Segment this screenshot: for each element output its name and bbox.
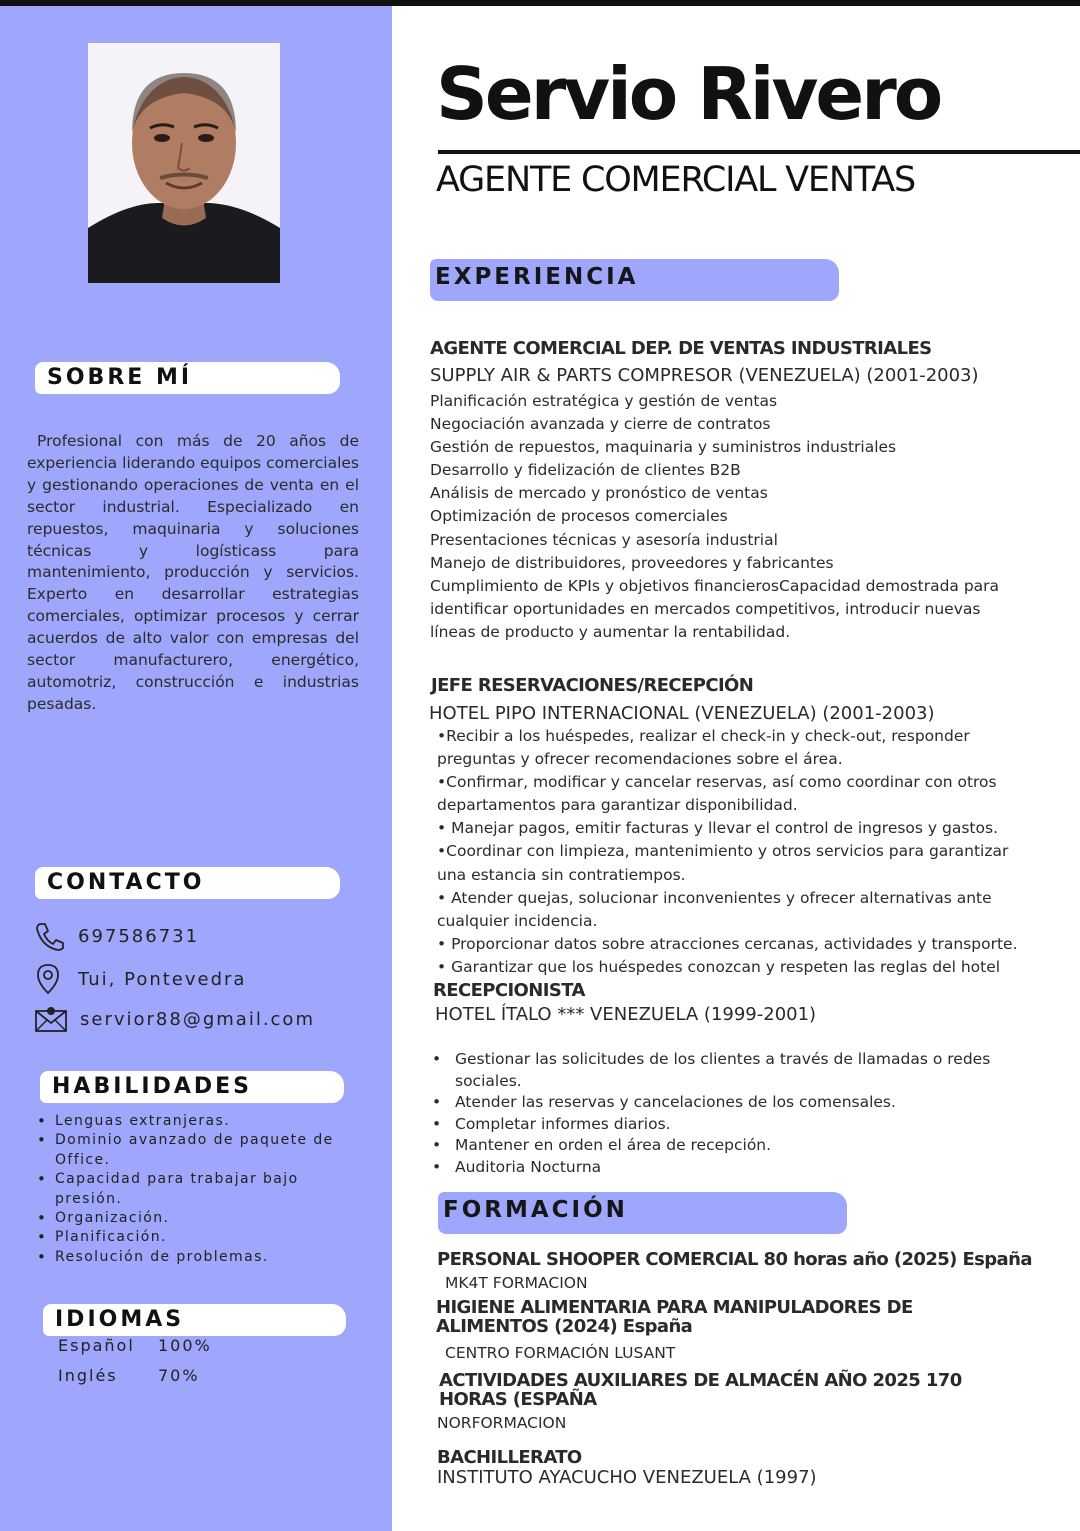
email-icon	[34, 1005, 68, 1033]
education-heading: FORMACIÓN	[438, 1192, 847, 1234]
duty-line: •Confirmar, modificar y cancelar reservas, así como coordinar con otros	[437, 773, 997, 792]
duty-line: identificar oportunidades en mercados competitivos, introducir nuevas	[430, 599, 981, 618]
education-institution: MK4T FORMACION	[445, 1274, 588, 1292]
duty-item: • Completar informes diarios.	[431, 1114, 1031, 1136]
duty-line: • Garantizar que los huéspedes conozcan y respeten las reglas del hotel	[437, 957, 1001, 976]
duty-item: • Auditoria Nocturna	[431, 1157, 1031, 1179]
education-title: ACTIVIDADES AUXILIARES DE ALMACÉN AÑO 2025 170 HORAS (ESPAÑA	[439, 1370, 962, 1410]
duty-line: •Coordinar con limpieza, mantenimiento y otros servicios para garantizar	[437, 842, 1009, 861]
language-name: Inglés	[58, 1366, 118, 1385]
education-institution: INSTITUTO AYACUCHO VENEZUELA (1997)	[437, 1467, 817, 1488]
location-text: Tui, Pontevedra	[78, 968, 247, 990]
duty-line: Planificación estratégica y gestión de ventas	[430, 392, 778, 410]
duty-line: • Proporcionar datos sobre atracciones cercanas, actividades y transporte.	[437, 934, 1018, 953]
skill-item: • Resolución de problemas.	[37, 1248, 367, 1267]
experience-heading: EXPERIENCIA	[430, 259, 839, 301]
about-heading: SOBRE MÍ	[35, 362, 340, 394]
job-duties	[430, 390, 999, 644]
education-institution: NORFORMACION	[437, 1414, 567, 1432]
education-institution: CENTRO FORMACIÓN LUSANT	[445, 1344, 676, 1362]
email-address: servior88@gmail.com	[80, 1008, 315, 1030]
job-company: SUPPLY AIR & PARTS COMPRESOR (VENEZUELA) (2001-2003)	[430, 365, 979, 386]
job-company: HOTEL ÍTALO *** VENEZUELA (1999-2001)	[435, 1004, 817, 1025]
duty-line: Cumplimiento de KPIs y objetivos financierosCapacidad demostrada para	[430, 576, 1000, 595]
education-title: BACHILLERATO	[437, 1447, 582, 1468]
skill-item: • Lenguas extranjeras.	[37, 1112, 367, 1131]
job-title: AGENTE COMERCIAL DEP. DE VENTAS INDUSTRIALES	[430, 338, 932, 359]
contact-email[interactable]	[34, 1005, 315, 1033]
skill-item: • Planificación.	[37, 1228, 367, 1247]
language-level: 70%	[158, 1366, 200, 1385]
location-pin-icon	[34, 963, 66, 995]
language-level: 100%	[158, 1336, 212, 1355]
duty-line: Negociación avanzada y cierre de contratos	[430, 415, 771, 434]
language-row	[58, 1366, 200, 1385]
phone-icon	[34, 921, 66, 951]
duty-line: Manejo de distribuidores, proveedores y fabricantes	[430, 553, 834, 572]
duty-line: preguntas y ofrecer recomendaciones sobre el área.	[437, 750, 843, 769]
duty-line: Desarrollo y fidelización de clientes B2B	[430, 461, 741, 480]
skill-item: • Capacidad para trabajar bajo presión.	[37, 1170, 367, 1209]
duty-line: cualquier incidencia.	[437, 911, 598, 930]
languages-heading: IDIOMAS	[43, 1304, 346, 1336]
skills-heading: HABILIDADES	[40, 1071, 344, 1103]
job-title: RECEPCIONISTA	[433, 980, 585, 1001]
duty-line: Análisis de mercado y pronóstico de ventas	[430, 484, 768, 503]
duty-item: • Atender las reservas y cancelaciones de los comensales.	[431, 1092, 1031, 1114]
contact-heading: CONTACTO	[35, 867, 340, 899]
profile-photo	[88, 43, 280, 283]
phone-number: 697586731	[78, 925, 200, 947]
duty-line: • Atender quejas, solucionar inconvenientes y ofrecer alternativas ante	[437, 888, 992, 907]
contact-location	[34, 963, 246, 995]
contact-phone[interactable]	[34, 921, 199, 951]
education-title: PERSONAL SHOOPER COMERCIAL 80 horas año (2025) España	[437, 1249, 1032, 1270]
job-duties	[431, 1049, 1031, 1179]
duty-line: Gestión de repuestos, maquinaria y suministros industriales	[430, 438, 897, 457]
duty-line: departamentos para garantizar disponibilidad.	[437, 796, 798, 815]
language-name: Español	[58, 1336, 135, 1355]
job-title: JEFE RESERVACIONES/RECEPCIÓN	[431, 675, 754, 696]
language-row	[58, 1336, 212, 1355]
job-company: HOTEL PIPO INTERNACIONAL (VENEZUELA) (2001-2003)	[429, 703, 935, 724]
duty-line: una estancia sin contratiempos.	[437, 865, 686, 884]
duty-line: •Recibir a los huéspedes, realizar el check-in y check-out, responder	[437, 727, 970, 745]
header-divider	[438, 150, 1080, 154]
job-duties	[437, 725, 1018, 979]
duty-line: Presentaciones técnicas y asesoría industrial	[430, 530, 778, 549]
skills-list	[37, 1112, 367, 1267]
duty-item: • Mantener en orden el área de recepción.	[431, 1135, 1031, 1157]
education-title: HIGIENE ALIMENTARIA PARA MANIPULADORES DE ALIMENTOS (2024) España	[436, 1297, 913, 1337]
person-name: Servio Rivero	[436, 52, 941, 136]
duty-line: Optimización de procesos comerciales	[430, 507, 728, 526]
duty-line: líneas de producto y aumentar la rentabilidad.	[430, 622, 791, 641]
skill-item: • Dominio avanzado de paquete de Office.	[37, 1131, 367, 1170]
job-role: AGENTE COMERCIAL VENTAS	[436, 160, 916, 200]
skill-item: • Organización.	[37, 1209, 367, 1228]
about-text: Profesional con más de 20 años de experiencia liderando equipos comerciales y gestionando operaciones de venta en el sector industrial. Especializado en repuestos, maquinaria y soluciones técnicas y logísticass para mantenimiento, producción y servicios. Experto en desarrollar estrategias comerciales, optimizar procesos y cerrar acuerdos de alto valor con empresas del sector manufacturero, energético, automotriz, construcción e industrias pesadas.	[27, 432, 359, 713]
duty-item: • Gestionar las solicitudes de los clientes a través de llamadas o redes sociales.	[431, 1049, 1031, 1092]
duty-line: • Manejar pagos, emitir facturas y llevar el control de ingresos y gastos.	[437, 819, 998, 838]
